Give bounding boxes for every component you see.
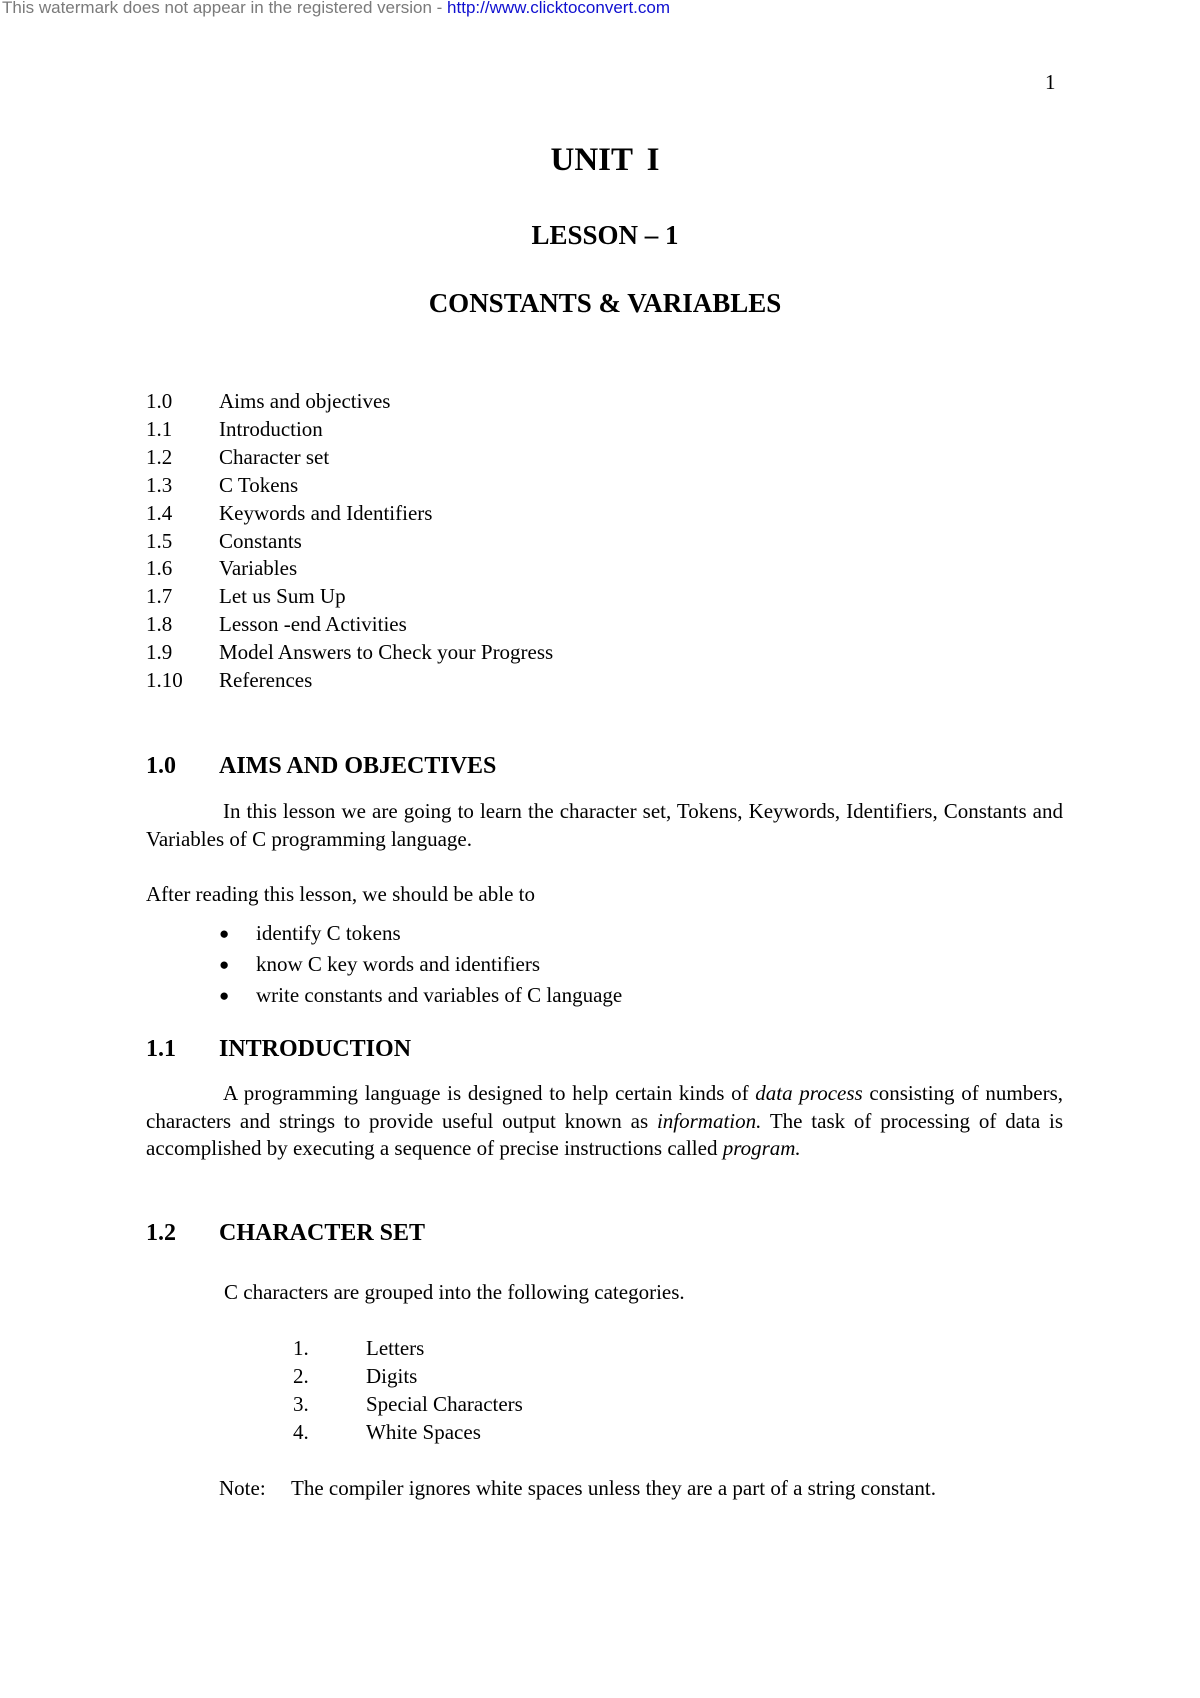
intro-text-2: consisting of numbers, characters and strings to provide useful output known as	[146, 1081, 1063, 1133]
bullet-icon: ●	[219, 986, 230, 1005]
section-heading-introduction	[146, 1036, 411, 1063]
toc-label: Keywords and Identifiers	[219, 500, 433, 525]
aims-bullet-list	[219, 918, 622, 1011]
category-number: 1.	[293, 1336, 309, 1360]
list-item	[219, 949, 622, 980]
section-title: INTRODUCTION	[219, 1036, 412, 1062]
toc-number: 1.3	[146, 472, 173, 497]
toc-label: References	[219, 668, 313, 693]
category-number: 2.	[293, 1364, 309, 1388]
toc-label: Lesson -end Activities	[219, 612, 407, 637]
compiler-note	[219, 1476, 936, 1501]
watermark-text: This watermark does not appear in the registered version -	[2, 0, 448, 17]
aims-paragraph: In this lesson we are going to learn the character set, Tokens, Keywords, Identifiers, Constants and Variables of C programming language.	[146, 799, 1063, 851]
category-label: Special Characters	[366, 1392, 523, 1416]
toc-item	[146, 667, 553, 695]
unit-title: UNIT I	[550, 142, 660, 178]
toc-number: 1.2	[146, 444, 173, 469]
character-set-intro: C characters are grouped into the following categories.	[224, 1280, 685, 1304]
toc-number: 1.5	[146, 528, 173, 553]
toc-item	[146, 388, 553, 416]
toc-item	[146, 472, 553, 500]
section-title: AIMS AND OBJECTIVES	[219, 753, 497, 779]
section-number: 1.1	[146, 1036, 176, 1062]
list-item	[219, 980, 622, 1011]
bullet-icon: ●	[219, 924, 230, 943]
note-text: The compiler ignores white spaces unless they are a part of a string constant.	[291, 1476, 936, 1500]
category-number: 4.	[293, 1420, 309, 1444]
intro-italic-1: data process	[755, 1081, 863, 1105]
toc-label: Let us Sum Up	[219, 584, 346, 609]
bullet-text: know C key words and identifiers	[256, 952, 541, 976]
lesson-name: CONSTANTS & VARIABLES	[428, 288, 782, 318]
toc-number: 1.9	[146, 640, 173, 665]
section-heading-character-set	[146, 1220, 425, 1247]
category-number: 3.	[293, 1392, 309, 1416]
watermark-link[interactable]: http://www.clicktoconvert.com	[447, 0, 671, 17]
list-item	[293, 1390, 523, 1418]
section-number: 1.0	[146, 753, 176, 779]
toc-number: 1.10	[146, 668, 183, 693]
intro-italic-3: program.	[722, 1136, 801, 1161]
bullet-icon: ●	[219, 955, 230, 974]
toc-label: Variables	[219, 556, 298, 581]
toc-item	[146, 416, 553, 444]
toc-item	[146, 639, 553, 667]
page-number: 1	[1045, 70, 1056, 94]
list-item	[219, 918, 622, 949]
table-of-contents	[146, 388, 553, 695]
toc-item	[146, 444, 553, 472]
character-categories-list	[293, 1334, 523, 1446]
toc-number: 1.1	[146, 416, 173, 441]
toc-number: 1.8	[146, 612, 173, 637]
toc-number: 1.7	[146, 584, 173, 609]
bullet-text: identify C tokens	[256, 921, 401, 945]
category-label: Letters	[366, 1336, 425, 1360]
introduction-paragraph	[146, 1080, 1063, 1163]
section-heading-aims	[146, 753, 496, 780]
toc-item	[146, 555, 553, 583]
toc-label: Character set	[219, 444, 330, 469]
toc-label: Introduction	[219, 416, 323, 441]
list-item	[293, 1334, 523, 1362]
list-item	[293, 1362, 523, 1390]
lesson-title: LESSON – 1	[531, 220, 679, 250]
section-title: CHARACTER SET	[219, 1220, 426, 1246]
toc-item	[146, 611, 553, 639]
list-item	[293, 1418, 523, 1446]
toc-label: Aims and objectives	[219, 389, 391, 413]
intro-text-1: A programming language is designed to help certain kinds of	[223, 1081, 756, 1105]
toc-label: Model Answers to Check your Progress	[219, 640, 554, 665]
toc-item	[146, 528, 553, 556]
note-label: Note:	[219, 1476, 266, 1500]
toc-item	[146, 500, 553, 528]
category-label: Digits	[366, 1364, 418, 1388]
category-label: White Spaces	[366, 1420, 481, 1444]
toc-item	[146, 583, 553, 611]
watermark-banner	[2, 0, 670, 18]
intro-text-3: The task of processing of data is accomplished by executing a sequence of precise instructions called	[146, 1108, 1063, 1161]
toc-number: 1.6	[146, 556, 173, 581]
section-number: 1.2	[146, 1220, 176, 1246]
aims-lead-in: After reading this lesson, we should be able to	[146, 882, 535, 906]
toc-label: C Tokens	[219, 472, 299, 497]
bullet-text: write constants and variables of C language	[256, 983, 623, 1007]
toc-number: 1.4	[146, 500, 173, 525]
intro-italic-2: information.	[656, 1108, 762, 1133]
toc-number: 1.0	[146, 389, 173, 413]
toc-label: Constants	[219, 528, 302, 553]
